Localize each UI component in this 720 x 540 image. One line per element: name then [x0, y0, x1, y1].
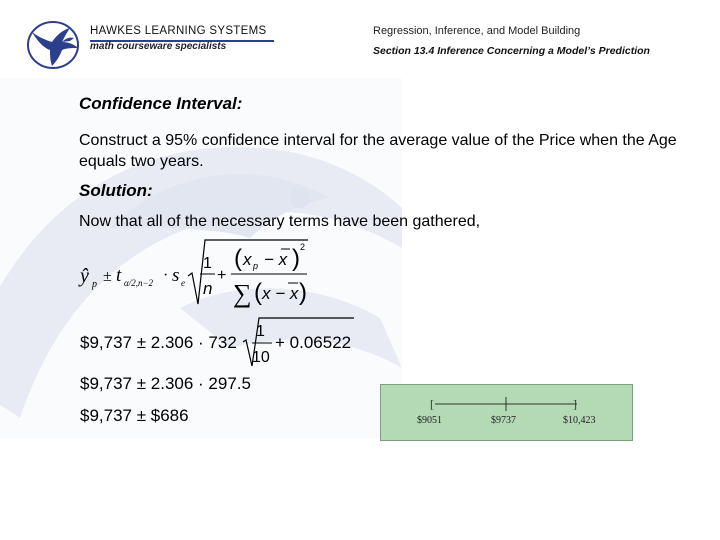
confidence-interval-formula — [76, 236, 336, 308]
formula-xp: x — [243, 250, 252, 269]
confidence-interval-heading: Confidence Interval: — [79, 94, 243, 113]
formula-estimate-symbol: ŷ — [80, 265, 89, 287]
calculation-line-2: $9,737 ± 2.306 · 297.5 — [80, 374, 251, 393]
formula-left-paren-bottom: ( — [254, 279, 262, 306]
formula-sigma: ∑ — [233, 279, 252, 308]
solution-heading: Solution: — [79, 181, 153, 200]
solution-text: Now that all of the necessary terms have been gathered, — [79, 213, 481, 230]
confidence-interval-diagram — [380, 384, 633, 441]
interval-right-bracket: ] — [573, 397, 577, 411]
formula-s-symbol: s — [172, 265, 180, 286]
formula-s-sub: e — [181, 278, 185, 288]
interval-upper-label: $10,423 — [563, 415, 596, 426]
brand-name: HAWKES LEARNING SYSTEMS — [90, 25, 267, 37]
formula-right-paren-top: ) — [292, 245, 300, 272]
formula-dot: · — [163, 267, 169, 284]
calculation-line-3: $9,737 ± $686 — [80, 406, 189, 425]
problem-prompt: Construct a 95% confidence interval for the average value of the Price when the Age equals two years. — [79, 132, 677, 170]
formula-one: 1 — [203, 255, 212, 272]
hawkes-eagle-logo — [26, 20, 80, 70]
formula-plus: + — [217, 267, 227, 284]
interval-left-bracket: [ — [430, 397, 434, 411]
course-title: Regression, Inference, and Model Building — [373, 25, 581, 37]
calc1-suffix: + 0.06522 — [275, 333, 352, 352]
calc1-denominator: 10 — [252, 349, 270, 366]
formula-squared: 2 — [300, 242, 306, 252]
section-title: Section 13.4 Inference Concerning a Model’s Prediction — [373, 45, 650, 57]
formula-right-paren-bottom: ) — [299, 279, 307, 306]
formula-xp-sub: p — [253, 261, 259, 271]
calc1-numerator: 1 — [256, 323, 265, 340]
interval-lower-label: $9051 — [417, 415, 442, 426]
formula-estimate-sub: p — [92, 279, 97, 290]
formula-t-symbol: t — [116, 265, 122, 286]
formula-t-sub: α/2,n−2 — [124, 278, 154, 288]
calculation-line-1 — [76, 316, 366, 368]
formula-denominator: x − x — [262, 284, 299, 303]
formula-pm: ± — [103, 268, 112, 285]
formula-minus-xbar: − x — [264, 250, 288, 269]
calc1-prefix: $9,737 ± 2.306 · 732 — [80, 333, 237, 352]
formula-left-paren-top: ( — [234, 245, 242, 272]
brand-tagline: math courseware specialists — [90, 41, 227, 52]
formula-n: n — [203, 279, 213, 298]
interval-center-label: $9737 — [491, 415, 516, 426]
